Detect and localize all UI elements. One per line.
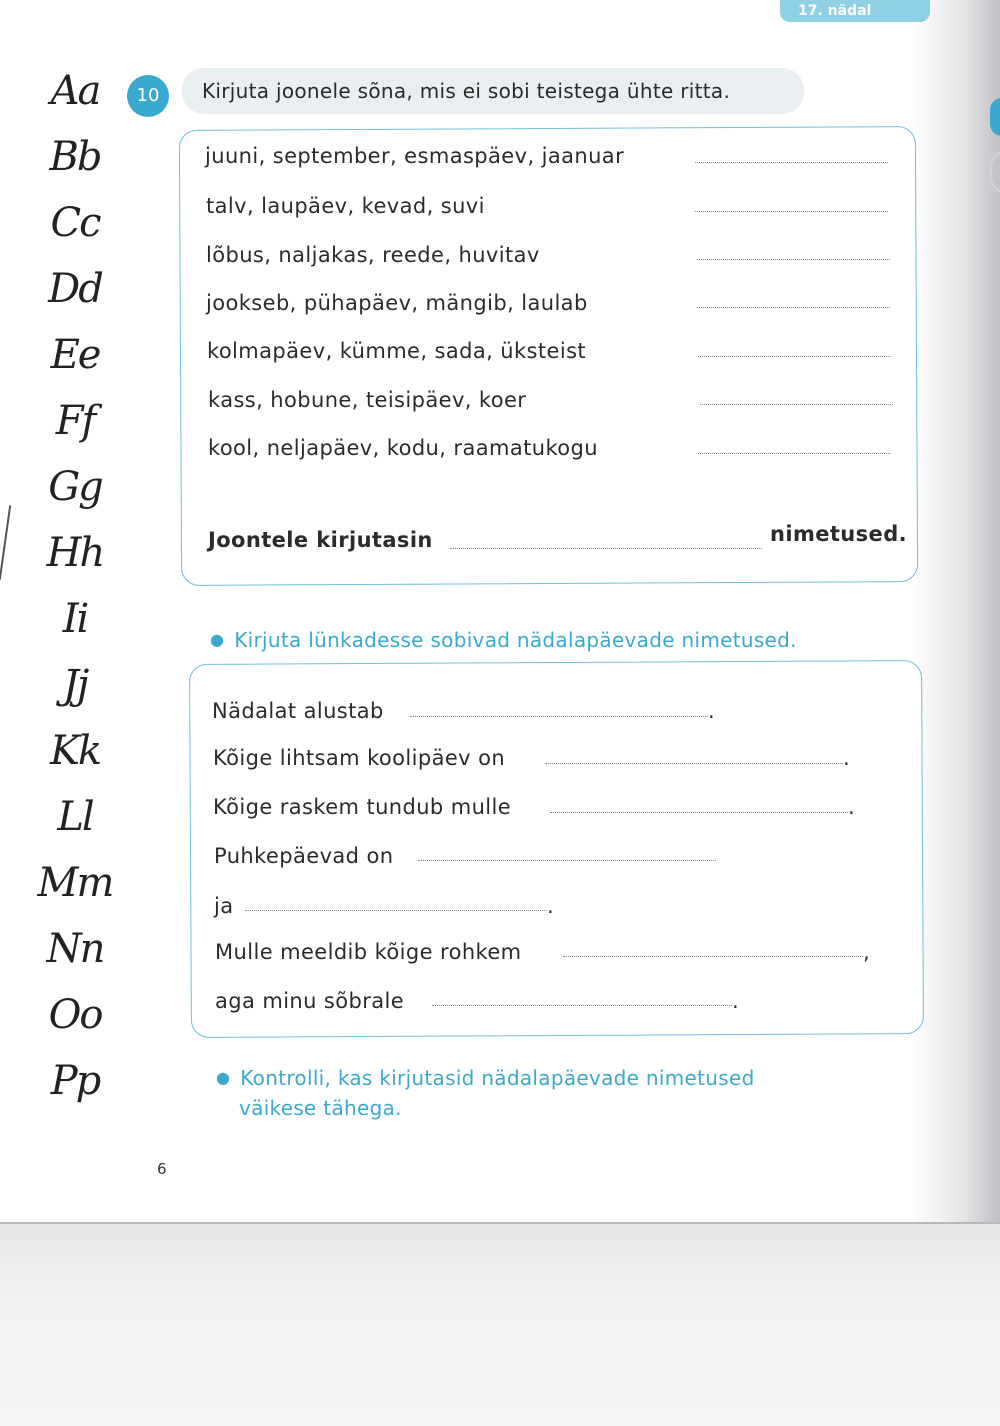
- summary-suffix: nimetused.: [770, 522, 908, 546]
- sentence-text: Puhkepäevad on: [214, 844, 394, 868]
- answer-line[interactable]: [697, 259, 890, 260]
- sentence-end: .: [708, 699, 715, 723]
- alphabet-letter: Ee: [50, 332, 100, 378]
- page-number: 6: [157, 1160, 167, 1178]
- alphabet-letter: Pp: [50, 1058, 100, 1104]
- answer-line[interactable]: [695, 162, 888, 163]
- pencil-mark: [0, 505, 11, 580]
- sentence-end: .: [732, 989, 739, 1013]
- sentence-blank[interactable]: [418, 860, 716, 861]
- alphabet-letter: Jj: [62, 662, 88, 708]
- answer-line[interactable]: [697, 307, 890, 308]
- sentence-blank[interactable]: [563, 956, 863, 957]
- word-row: kass, hobune, teisipäev, koer: [208, 388, 527, 412]
- word-row: jookseb, pühapäev, mängib, laulab: [206, 291, 588, 315]
- task3-instruction-line1: Kontrolli, kas kirjutasid nädalapäevade nimetused: [240, 1066, 755, 1090]
- answer-line[interactable]: [700, 404, 893, 405]
- word-row: talv, laupäev, kevad, suvi: [206, 194, 485, 218]
- word-row: kolmapäev, kümme, sada, üksteist: [207, 339, 587, 363]
- bullet-icon: ●: [216, 1068, 231, 1087]
- exercise-title: Kirjuta joonele sõna, mis ei sobi teistega ühte ritta.: [182, 68, 804, 114]
- sentence-text: Kõige lihtsam koolipäev on: [213, 746, 506, 770]
- sentence-blank[interactable]: [545, 763, 843, 764]
- alphabet-letter: Gg: [48, 464, 102, 510]
- sentence-end: .: [848, 795, 855, 819]
- sentence-blank[interactable]: [550, 812, 848, 813]
- alphabet-letter: Kk: [49, 728, 101, 774]
- sentence-text: Kõige raskem tundub mulle: [213, 795, 512, 819]
- week-tab: 17. nädal: [780, 0, 930, 22]
- summary-prefix: Joontele kirjutasin: [208, 528, 433, 552]
- page-binding-shadow: [910, 0, 1000, 1222]
- alphabet-letter: Dd: [48, 266, 102, 312]
- answer-line[interactable]: [698, 356, 891, 357]
- task2-instruction-text: Kirjuta lünkadesse sobivad nädalapäevade nimetused.: [234, 628, 797, 652]
- sentence-text: Mulle meeldib kõige rohkem: [215, 940, 522, 964]
- word-row: kool, neljapäev, kodu, raamatukogu: [208, 436, 598, 460]
- summary-answer-line[interactable]: [450, 548, 762, 549]
- sentence-blank[interactable]: [245, 910, 547, 911]
- alphabet-letter: Ii: [62, 596, 88, 642]
- alphabet-letter: Oo: [48, 992, 102, 1038]
- edge-marker-icon: [990, 98, 1000, 136]
- alphabet-letter: Ll: [57, 794, 93, 840]
- alphabet-letter: Aa: [50, 68, 100, 114]
- sentence-end: .: [843, 746, 850, 770]
- sentence-text: aga minu sõbrale: [215, 989, 405, 1013]
- alphabet-letter: Mm: [37, 860, 113, 906]
- answer-line[interactable]: [698, 453, 891, 454]
- alphabet-letter: Nn: [46, 926, 104, 972]
- sentence-end: .: [547, 894, 554, 918]
- answer-line[interactable]: [695, 211, 888, 212]
- sentence-blank[interactable]: [410, 716, 708, 717]
- alphabet-letter: Bb: [49, 134, 101, 180]
- task3-instruction: [216, 1066, 755, 1090]
- sentence-text: ja: [214, 894, 234, 918]
- word-row: juuni, september, esmaspäev, jaanuar: [205, 144, 625, 168]
- task3-instruction-line2: väikese tähega.: [239, 1096, 402, 1120]
- alphabet-letter: Cc: [50, 200, 100, 246]
- exercise-number-badge: 10: [127, 75, 169, 117]
- sentence-blank[interactable]: [432, 1005, 732, 1006]
- sentence-end: ,: [863, 940, 870, 964]
- alphabet-letter: Ff: [55, 398, 95, 444]
- task2-instruction: [210, 628, 797, 652]
- bullet-icon: ●: [210, 630, 225, 649]
- sentence-text: Nädalat alustab: [212, 699, 384, 723]
- word-row: lõbus, naljakas, reede, huvitav: [206, 243, 540, 267]
- alphabet-letter: Hh: [46, 530, 104, 576]
- background-surface: [0, 1224, 1000, 1426]
